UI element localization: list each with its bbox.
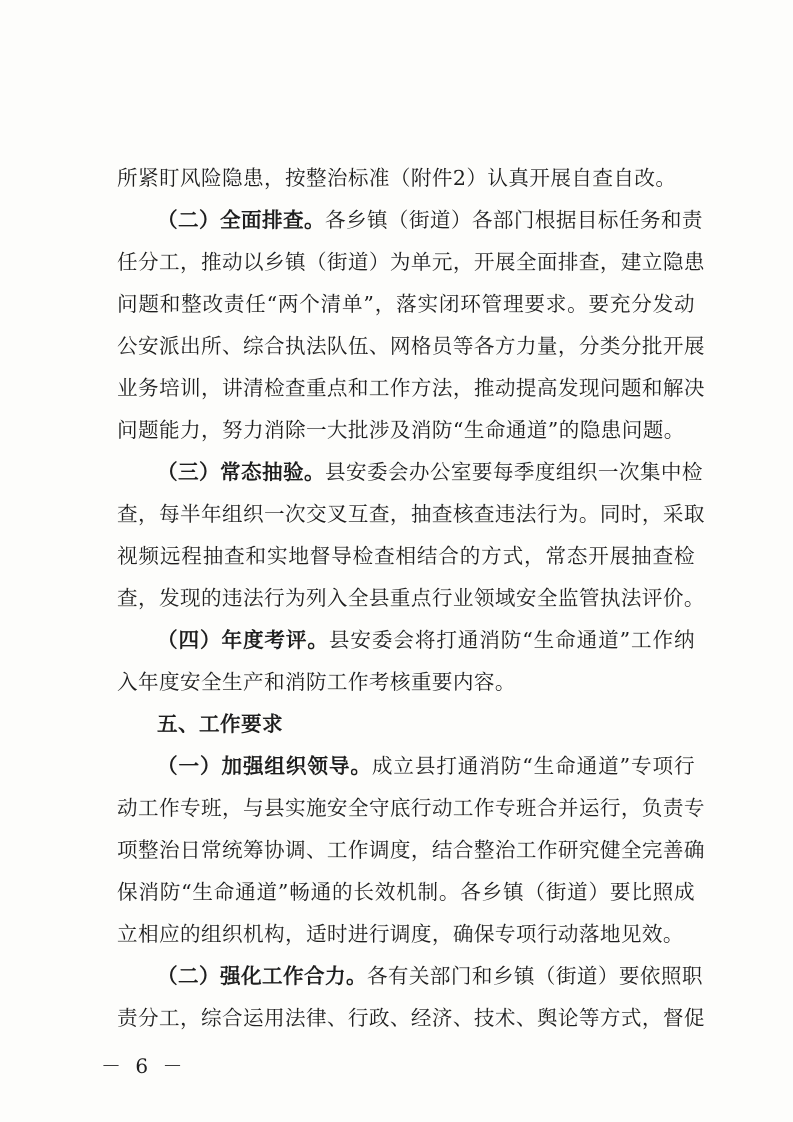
section-heading: （二）全面排查。 bbox=[157, 208, 325, 232]
section-4-heading-line: （四）年度考评。县安委会将打通消防“生命通道”工作纳 bbox=[157, 628, 695, 652]
subsection-2-heading-line: （二）强化工作合力。各有关部门和乡镇（街道）要依照职 bbox=[157, 964, 703, 988]
body-line-21: 责分工，综合运用法律、行政、经济、技术、舆论等方式，督促 bbox=[117, 1006, 705, 1030]
body-line-13: 入年度安全生产和消防工作考核重要内容。 bbox=[117, 670, 516, 694]
body-line-4: 问题和整改责任“两个清单”，落实闭环管理要求。要充分发动 bbox=[117, 292, 695, 316]
body-line-17: 项整治日常统筹协调、工作调度，结合整治工作研究健全完善确 bbox=[117, 838, 705, 862]
body-line-7: 问题能力，努力消除一大批涉及消防“生命通道”的隐患问题。 bbox=[117, 418, 685, 442]
section-2-heading-line: （二）全面排查。各乡镇（街道）各部门根据目标任务和责 bbox=[157, 208, 703, 232]
page-number: － 6 － bbox=[101, 1054, 187, 1078]
body-line-9: 查，每半年组织一次交叉互查，抽查核查违法行为。同时，采取 bbox=[117, 502, 705, 526]
section-heading: （三）常态抽验。 bbox=[157, 460, 325, 484]
body-line-11: 查，发现的违法行为列入全县重点行业领域安全监管执法评价。 bbox=[117, 586, 705, 610]
body-line-16: 动工作专班，与县实施安全守底行动工作专班合并运行，负责专 bbox=[117, 796, 705, 820]
chapter-5-heading bbox=[157, 702, 695, 746]
body-line-3: 任分工，推动以乡镇（街道）为单元，开展全面排查，建立隐患 bbox=[117, 250, 705, 274]
section-heading: （四）年度考评。 bbox=[157, 628, 329, 652]
section-heading: （一）加强组织领导。 bbox=[157, 754, 372, 778]
section-heading: （二）强化工作合力。 bbox=[157, 964, 367, 988]
body-line-18: 保消防“生命通道”畅通的长效机制。各乡镇（街道）要比照成 bbox=[117, 880, 695, 904]
body-line-10: 视频远程抽查和实地督导检查相结合的方式，常态开展抽查检 bbox=[117, 544, 695, 568]
subsection-1-heading-line: （一）加强组织领导。成立县打通消防“生命通道”专项行 bbox=[157, 754, 695, 778]
body-line-19: 立相应的组织机构，适时进行调度，确保专项行动落地见效。 bbox=[117, 922, 684, 946]
section-3-heading-line: （三）常态抽验。县安委会办公室要每季度组织一次集中检 bbox=[157, 460, 703, 484]
body-line-1: 所紧盯风险隐患，按整治标准（附件2）认真开展自查自改。 bbox=[117, 166, 677, 190]
body-line-6: 业务培训，讲清检查重点和工作方法，推动提高发现问题和解决 bbox=[117, 376, 705, 400]
body-line-5: 公安派出所、综合执法队伍、网格员等各方力量，分类分批开展 bbox=[117, 334, 705, 358]
chapter-heading: 五、工作要求 bbox=[157, 712, 283, 736]
